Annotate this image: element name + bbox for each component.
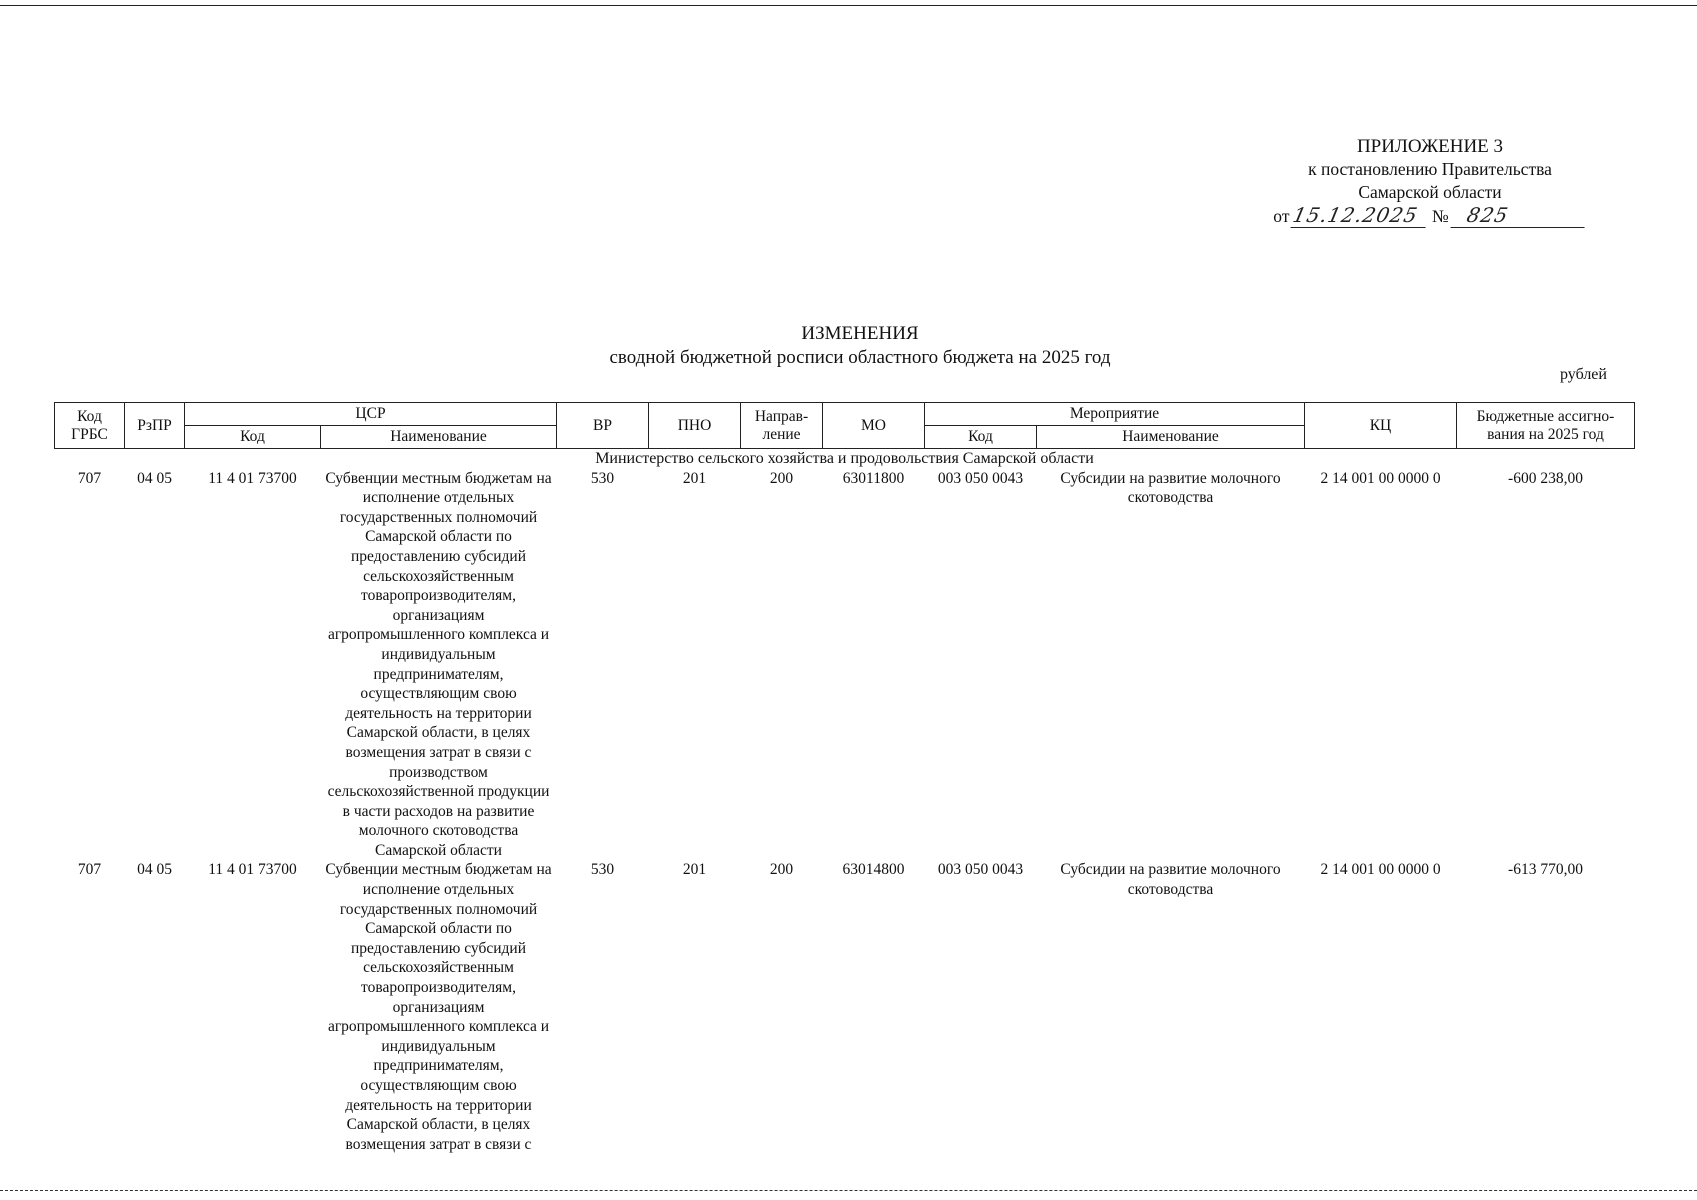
appendix-title: ПРИЛОЖЕНИЕ 3 [1356,136,1504,157]
cell-pno: 201 [682,469,707,487]
cell-vr: 530 [590,861,615,879]
header-amount: Бюджетные ассигно-вания на 2025 год [1457,403,1635,449]
header-event: Мероприятие [925,403,1305,426]
from-label: от [1273,206,1290,226]
cell-mo: 63011800 [842,469,905,487]
budget-table [54,402,1635,1154]
cell-amount: -600 238,00 [1508,469,1583,487]
header-rzpr: РзПР [125,403,185,449]
header-grbs: Код ГРБС [55,403,125,449]
cell-event-name: Субсидии на развитие молочного скотоводства [1060,469,1281,507]
cell-csr-code: 11 4 01 73700 [208,469,297,487]
ministry-row [55,449,1635,469]
top-rule [0,5,1697,6]
header-vr: ВР [557,403,649,449]
cell-kc: 2 14 001 00 0000 0 [1320,861,1441,879]
appendix-date-number [1250,204,1610,228]
cell-grbs: 707 [77,469,102,487]
header-csr: ЦСР [185,403,557,426]
cell-mo: 63014800 [842,861,905,879]
document-subtitle: сводной бюджетной росписи областного бюджета на 2025 год [609,347,1111,368]
header-event-code: Код [925,426,1037,449]
cell-event-code: 003 050 0043 [937,469,1024,487]
cell-event-name: Субсидии на развитие молочного скотоводства [1060,861,1281,899]
number-label: № [1431,206,1449,226]
handwritten-date: 15.12.2025 [1291,204,1431,228]
cell-csr-code: 11 4 01 73700 [208,861,297,879]
cell-grbs: 707 [77,861,102,879]
bottom-dashed-rule [0,1190,1697,1191]
cell-kc: 2 14 001 00 0000 0 [1320,469,1441,487]
header-csr-code: Код [185,426,321,449]
header-row-1 [55,403,1635,426]
cell-rzpr: 04 05 [137,469,172,487]
cell-rzpr: 04 05 [137,861,172,879]
handwritten-number: 825 [1450,204,1589,228]
appendix-block [1250,135,1610,228]
header-direction: Направ-ление [741,403,823,449]
cell-vr: 530 [590,469,615,487]
units-label: рублей [1560,366,1607,383]
header-kc: КЦ [1305,403,1457,449]
appendix-line2: к постановлению Правительства [1308,159,1552,179]
appendix-line3: Самарской области [1358,182,1502,202]
cell-csr-name: Субвенции местным бюджетам на исполнение отдельных государственных полномочий Самарской области по предоставлению субсидий сельскохозяйственным товаропроизводителям, организациям агропромышленного комплекса и индивидуальным предпринимателям, осуществляющим свою деятельность на территории Самарской области, в целях возмещения затрат в связи с [325,861,552,1153]
cell-direction: 200 [769,861,794,879]
ministry-name: Министерство сельского хозяйства и продовольствия Самарской области [595,450,1094,467]
header-pno: ПНО [649,403,741,449]
header-mo: МО [823,403,925,449]
cell-direction: 200 [769,469,794,487]
header-event-name: Наименование [1037,426,1305,449]
table-row [55,860,1635,1154]
cell-pno: 201 [682,861,707,879]
document-title-block [500,322,1220,370]
cell-amount: -613 770,00 [1508,861,1583,879]
cell-csr-name: Субвенции местным бюджетам на исполнение отдельных государственных полномочий Самарской области по предоставлению субсидий сельскохозяйственным товаропроизводителям, организациям агропромышленного комплекса и индивидуальным предпринимателям, осуществляющим свою деятельность на территории Самарской области, в целях возмещения затрат в связи с производством сельскохозяйственной продукции в части расходов на развитие молочного скотоводства Самарской области [325,469,552,859]
header-csr-name: Наименование [321,426,557,449]
cell-event-code: 003 050 0043 [937,861,1024,879]
document-title: ИЗМЕНЕНИЯ [801,323,919,344]
table-row [55,469,1635,861]
